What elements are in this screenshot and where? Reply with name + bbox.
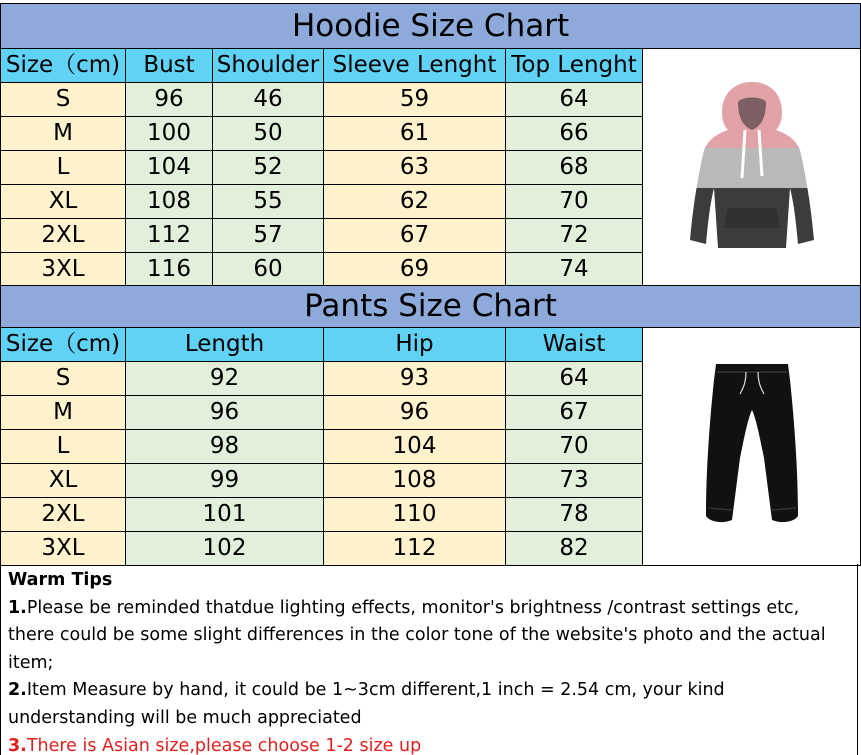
hoodie-header-size: Size（cm) xyxy=(1,49,126,83)
hoodie-size-cell: XL xyxy=(1,185,126,219)
hoodie-shoulder-cell: 50 xyxy=(213,117,324,151)
hoodie-sleeve-cell: 69 xyxy=(324,253,506,287)
hoodie-header-shoulder: Shoulder xyxy=(213,49,324,83)
hoodie-header-top-length: Top Lenght xyxy=(506,49,643,83)
tip-1 xyxy=(8,595,850,678)
tip-2-number: 2. xyxy=(8,680,27,701)
pants-hip-cell: 96 xyxy=(324,396,506,430)
hoodie-bust-cell: 104 xyxy=(126,151,213,185)
pants-image xyxy=(702,358,802,530)
pants-waist-cell: 64 xyxy=(506,362,643,396)
pants-size-cell: M xyxy=(1,396,126,430)
pants-waist-cell: 78 xyxy=(506,498,643,532)
hoodie-sleeve-cell: 63 xyxy=(324,151,506,185)
hoodie-shoulder-cell: 46 xyxy=(213,83,324,117)
hoodie-title: Hoodie Size Chart xyxy=(1,4,861,49)
hoodie-bust-cell: 108 xyxy=(126,185,213,219)
pants-header-hip: Hip xyxy=(324,328,506,362)
pants-header-length: Length xyxy=(126,328,324,362)
hoodie-top-length-cell: 70 xyxy=(506,185,643,219)
hoodie-shoulder-cell: 57 xyxy=(213,219,324,253)
pants-title: Pants Size Chart xyxy=(1,286,861,328)
pants-body xyxy=(706,364,798,522)
pants-length-cell: 99 xyxy=(126,464,324,498)
hoodie-shoulder-cell: 52 xyxy=(213,151,324,185)
hoodie-top-length-cell: 66 xyxy=(506,117,643,151)
hoodie-sleeve-cell: 61 xyxy=(324,117,506,151)
warm-tips-heading: Warm Tips xyxy=(8,570,113,590)
tip-3-number: 3. xyxy=(8,735,27,755)
pants-hip-cell: 93 xyxy=(324,362,506,396)
hoodie-bust-cell: 96 xyxy=(126,83,213,117)
hoodie-header-bust: Bust xyxy=(126,49,213,83)
tip-3 xyxy=(8,733,850,755)
pants-hip-cell: 104 xyxy=(324,430,506,464)
pants-waist-cell: 73 xyxy=(506,464,643,498)
hoodie-shoulder-cell: 55 xyxy=(213,185,324,219)
hoodie-size-cell: 3XL xyxy=(1,253,126,287)
hoodie-size-cell: L xyxy=(1,151,126,185)
hoodie-top-length-cell: 64 xyxy=(506,83,643,117)
hoodie-header-sleeve: Sleeve Lenght xyxy=(324,49,506,83)
tip-2 xyxy=(8,677,850,732)
hoodie-bust-cell: 100 xyxy=(126,117,213,151)
pants-size-table xyxy=(0,285,861,566)
pants-size-cell: S xyxy=(1,362,126,396)
pants-header-waist: Waist xyxy=(506,328,643,362)
hoodie-size-cell: M xyxy=(1,117,126,151)
pants-waist-cell: 82 xyxy=(506,532,643,566)
tip-2-text: Item Measure by hand, it could be 1~3cm different,1 inch = 2.54 cm, your kind understanding will be much appreciated xyxy=(8,680,725,728)
hoodie-middle-band xyxy=(682,148,822,188)
pants-header-size: Size（cm) xyxy=(1,328,126,362)
hoodie-sleeve-cell: 67 xyxy=(324,219,506,253)
tip-1-number: 1. xyxy=(8,597,27,618)
hoodie-sleeve-cell: 59 xyxy=(324,83,506,117)
hoodie-bust-cell: 112 xyxy=(126,219,213,253)
hoodie-top-length-cell: 68 xyxy=(506,151,643,185)
pants-length-cell: 92 xyxy=(126,362,324,396)
tip-3-text: There is Asian size,please choose 1-2 size up xyxy=(26,735,422,755)
hoodie-sleeve-cell: 62 xyxy=(324,185,506,219)
pants-hip-cell: 112 xyxy=(324,532,506,566)
pants-hip-cell: 110 xyxy=(324,498,506,532)
pants-image-cell xyxy=(643,328,861,566)
hoodie-image-cell xyxy=(643,49,861,287)
pants-hip-cell: 108 xyxy=(324,464,506,498)
pants-waist-cell: 67 xyxy=(506,396,643,430)
pants-length-cell: 101 xyxy=(126,498,324,532)
hoodie-bust-cell: 116 xyxy=(126,253,213,287)
pants-length-cell: 96 xyxy=(126,396,324,430)
hoodie-image xyxy=(682,76,822,254)
hoodie-top-length-cell: 72 xyxy=(506,219,643,253)
hoodie-size-table xyxy=(0,3,861,287)
pants-size-cell: L xyxy=(1,430,126,464)
pants-length-cell: 102 xyxy=(126,532,324,566)
hoodie-size-cell: 2XL xyxy=(1,219,126,253)
pants-length-cell: 98 xyxy=(126,430,324,464)
warm-tips xyxy=(0,564,858,755)
pants-waist-cell: 70 xyxy=(506,430,643,464)
pants-size-cell: 3XL xyxy=(1,532,126,566)
pants-size-cell: XL xyxy=(1,464,126,498)
pants-size-cell: 2XL xyxy=(1,498,126,532)
hoodie-top-length-cell: 74 xyxy=(506,253,643,287)
tip-1-text: Please be reminded thatdue lighting effects, monitor's brightness /contrast settings etc, there could be some slight differences in the color tone of the website's photo and the actual item; xyxy=(8,597,826,673)
hoodie-size-cell: S xyxy=(1,83,126,117)
hoodie-shoulder-cell: 60 xyxy=(213,253,324,287)
